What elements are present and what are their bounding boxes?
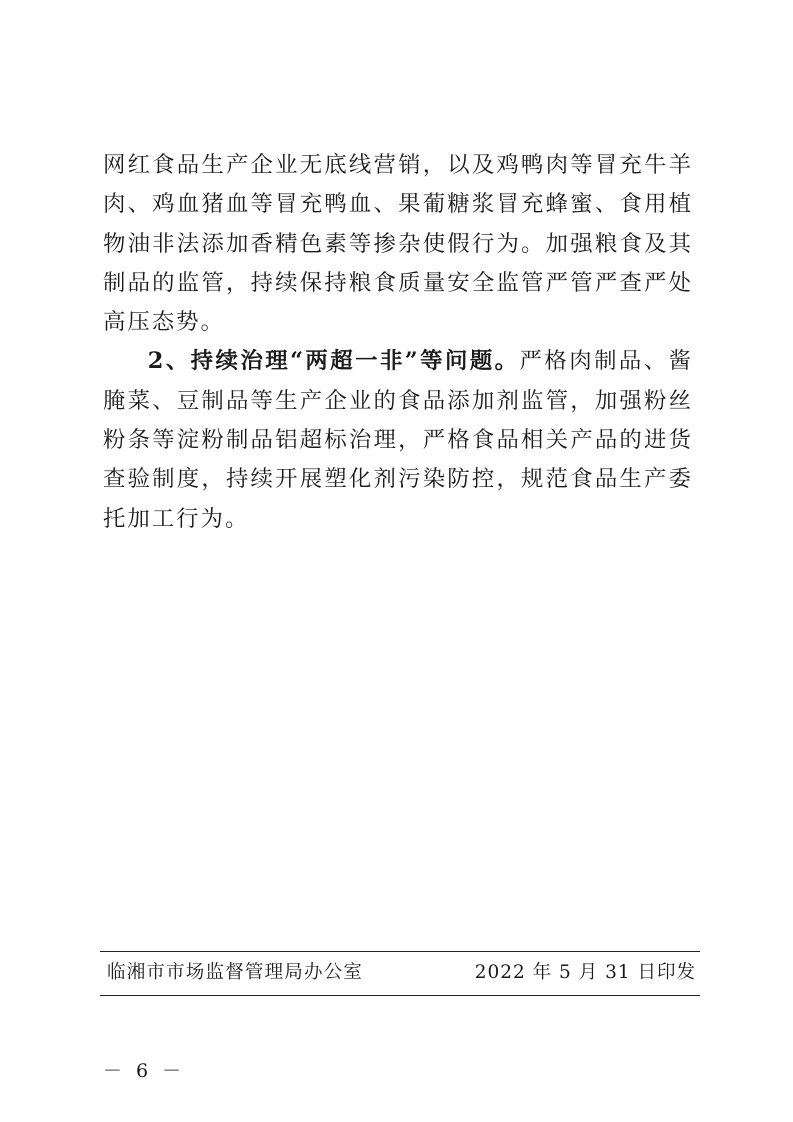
page-number: － 6 － (103, 1060, 186, 1082)
paragraph-item-2 (103, 342, 693, 538)
footer-bottom-rule (100, 995, 700, 996)
body-text (103, 146, 693, 539)
paragraph-text: 严格肉制品、酱腌菜、豆制品等生产企业的食品添加剂监管，加强粉丝粉条等淀粉制品铝超标治理，严格食品相关产品的进货查验制度，持续开展塑化剂污染防控，规范食品生产委托加工行为。 (103, 348, 694, 532)
paragraph-continued (103, 146, 693, 342)
footer-top-rule (100, 951, 700, 952)
item-heading: 2、持续治理“两超一非”等问题。 (147, 348, 520, 375)
paragraph-text: 网红食品生产企业无底线营销，以及鸡鸭肉等冒充牛羊肉、鸡血猪血等冒充鸭血、果葡糖浆冒充蜂蜜、食用植物油非法添加香精色素等掺杂使假行为。加强粮食及其制品的监管，持续保持粮食质量安全监管严管严查严处高压态势。 (103, 152, 693, 336)
issue-date: 2022 年 5 月 31 日印发 (474, 962, 696, 983)
issuer-name: 临湘市市场监督管理局办公室 (107, 962, 364, 983)
